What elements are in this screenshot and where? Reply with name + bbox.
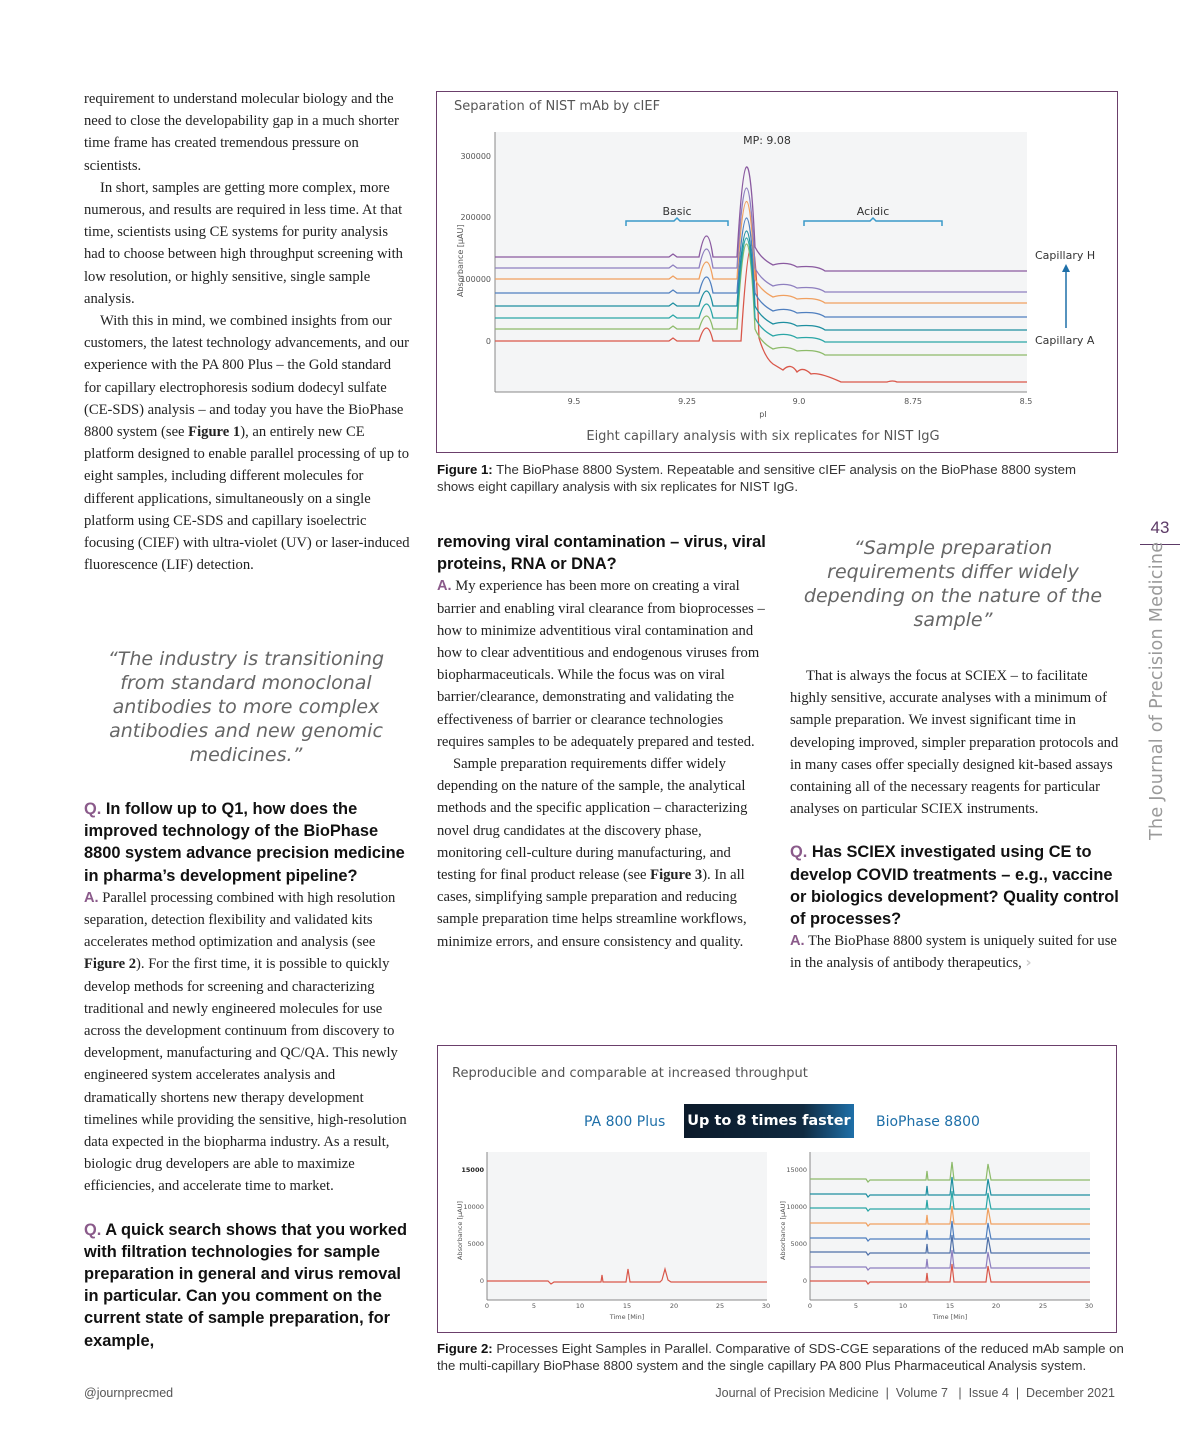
- paragraph: That is always the focus at SCIEX – to facilitate highly sensitive, accurate analyses with a minimum of sample preparation. We invest significant time in developing improved, simpler preparation protocols and in many cases offer specially designed kit-based assays containing all of the necessary reagents for particular analyses on particular SCIEX instruments.: [790, 668, 1119, 818]
- right-column: [790, 665, 1120, 975]
- footer-citation: Journal of Precision Medicine | Volume 7 | Issue 4 | December 2021: [715, 1386, 1115, 1400]
- cief-chart: [437, 92, 1117, 452]
- acidic-label: Acidic: [856, 205, 890, 218]
- chart-title: Reproducible and comparable at increased throughput: [452, 1066, 808, 1081]
- y-tick: 200000: [460, 213, 491, 222]
- continue-arrow-icon[interactable]: ›: [1025, 954, 1032, 972]
- biophase-label: BioPhase 8800: [876, 1114, 980, 1130]
- svg-text:5: 5: [531, 1302, 537, 1310]
- svg-text:15: 15: [945, 1302, 955, 1310]
- capillary-a-label: Capillary A: [1035, 334, 1095, 347]
- paragraph: With this in mind, we combined insights from our customers, the latest technology advancements, and our experience with the PA 800 Plus – the Gold standard for capillary electrophoresis sodium dodecyl sulfate (CE-SDS) analysis – and today you have the BioPhase 8800 system (see Figure 1), an entirely new CE platform designed to enable parallel processing of up to eight samples, including different molecules for different applications, simultaneously on a single platform using CE-SDS and capillary isoelectric focusing (CIEF) with ultra-violet (UV) or laser-induced fluorescence (LIF) detection.: [84, 313, 410, 574]
- pa800-label: PA 800 Plus: [584, 1114, 666, 1130]
- figure-ref[interactable]: Figure 2: [84, 956, 137, 973]
- left-column: [84, 88, 410, 576]
- paragraph: requirement to understand molecular biology and the need to close the developability gap in a much shorter time frame has created tremendous pressure on scientists.: [84, 91, 399, 174]
- x-tick: 9.5: [567, 397, 581, 406]
- x-tick: 8.75: [904, 397, 922, 406]
- svg-text:10: 10: [575, 1302, 585, 1310]
- journal-vertical-title: The Journal of Precision Medicine: [1147, 541, 1167, 840]
- answer-paragraph: A. The BioPhase 8800 system is uniquely suited for use in the analysis of antibody therapeutics, ›: [790, 933, 1117, 972]
- svg-text:0: 0: [484, 1302, 490, 1310]
- sds-cge-charts: [438, 1046, 1116, 1332]
- svg-text:5: 5: [853, 1302, 859, 1310]
- svg-text:15: 15: [622, 1302, 632, 1310]
- svg-text:10000: 10000: [463, 1203, 484, 1211]
- svg-text:10: 10: [898, 1302, 908, 1310]
- svg-text:Absorbance [µAU]: Absorbance [µAU]: [456, 1201, 464, 1260]
- y-tick: 100000: [460, 275, 491, 284]
- figure-2-caption: Figure 2: Processes Eight Samples in Parallel. Comparative of SDS-CGE separations of the reduced mAb sample on the multi-capillary BioPhase 8800 system and the single capillary PA 800 Plus Pharmaceutical Analysis system.: [437, 1341, 1124, 1373]
- figure-ref[interactable]: Figure 1: [188, 424, 241, 441]
- svg-text:15000: 15000: [786, 1166, 807, 1174]
- x-tick: 8.5: [1019, 397, 1033, 406]
- svg-text:0: 0: [802, 1277, 807, 1285]
- left-column-qa: [84, 798, 410, 1352]
- figure-1-caption: Figure 1: The BioPhase 8800 System. Repeatable and sensitive cIEF analysis on the BioPhase 8800 system shows eight capillary analysis with six replicates for NIST IgG.: [437, 462, 1076, 494]
- question-heading: Q. Has SCIEX investigated using CE to develop COVID treatments – e.g., vaccine or biologics development? Quality control of processes?: [790, 843, 1119, 929]
- capillary-h-label: Capillary H: [1035, 249, 1096, 262]
- pull-quote: “The industry is transitioning from standard monoclonal antibodies to more complex antibodies and new genomic medicines.”: [107, 648, 385, 766]
- svg-text:10000: 10000: [786, 1203, 807, 1211]
- figure-ref[interactable]: Figure 3: [650, 867, 703, 884]
- answer-paragraph: A. My experience has been more on creating a viral barrier and enabling viral clearance from bioprocesses – how to minimize adventitious viral contamination and how to clear adventitious and endogenous viruses from biopharmaceuticals. While the focus was on viral barrier/clearance, demonstrating and validating the effectiveness of barrier or clearance technologies requires samples to be adequately prepared and tested.: [437, 578, 765, 750]
- svg-text:0: 0: [479, 1277, 484, 1285]
- question-heading: Q. In follow up to Q1, how does the improved technology of the BioPhase 8800 system advance precision medicine in pharma’s development pipeline?: [84, 800, 405, 885]
- svg-text:15000: 15000: [461, 1166, 484, 1174]
- paragraph: Sample preparation requirements differ widely depending on the nature of the sample, the analytical methods and the specific application – characterizing novel drug candidates at the discovery phase, monitoring cell-culture during manufacturing, and testing for final product release (see Figure 3). In all cases, simplifying sample preparation and reducing sample preparation time helps streamline workflows, minimize errors, and ensure consistency and quality.: [437, 756, 748, 950]
- svg-text:20: 20: [991, 1302, 1001, 1310]
- x-axis-label: Time [Min]: [932, 1313, 968, 1321]
- x-tick: 9.25: [678, 397, 696, 406]
- middle-column: [437, 531, 767, 953]
- y-axis-label: Absorbance [µAU]: [456, 224, 465, 297]
- paragraph: In short, samples are getting more complex, more numerous, and results are required in less time. At that time, scientists using CE systems for purity analysis had to choose between high throughput screening with low resolution, or highly sensitive, single sample analysis.: [84, 179, 403, 307]
- chart-title: Separation of NIST mAb by cIEF: [454, 99, 661, 114]
- y-tick: 0: [485, 337, 491, 346]
- svg-text:30: 30: [1084, 1302, 1094, 1310]
- svg-text:20: 20: [669, 1302, 679, 1310]
- figure-1: [436, 91, 1118, 453]
- y-tick: 300000: [460, 152, 491, 161]
- footer-handle[interactable]: @journprecmed: [84, 1386, 174, 1400]
- chart-subtitle: Eight capillary analysis with six replicates for NIST IgG: [586, 429, 940, 444]
- figure-2: [437, 1045, 1117, 1333]
- svg-text:25: 25: [715, 1302, 725, 1310]
- x-axis-label: pI: [759, 410, 767, 419]
- pull-quote: “Sample preparation requirements differ widely depending on the nature of the sample”: [803, 537, 1103, 631]
- svg-text:0: 0: [807, 1302, 813, 1310]
- x-axis-label: Time [Min]: [609, 1313, 645, 1321]
- svg-text:Absorbance [µAU]: Absorbance [µAU]: [779, 1201, 787, 1260]
- svg-text:5000: 5000: [467, 1240, 484, 1248]
- peak-label: MP: 9.08: [743, 134, 791, 147]
- question-heading: Q. A quick search shows that you worked with filtration technologies for sample preparation in general and virus removal in particular. Can you comment on the current state of sample preparation, for example,: [84, 1220, 408, 1350]
- question-heading-continued: removing viral contamination – virus, viral proteins, RNA or DNA?: [437, 533, 766, 574]
- answer-paragraph: A. Parallel processing combined with high resolution separation, detection flexibility and validated kits accelerates method optimization and analysis (see Figure 2). For the first time, it is possible to quickly develop methods for screening and characterizing traditional and newly engineered molecules for use across the development continuum from discovery to development, manufacturing and QC/QA. This newly engineered system accelerates analysis and dramatically shortens new therapy development timelines while providing the sensitive, high-resolution data expected in the biopharma industry. As a result, biologic drug developers are able to maximize efficiencies, and accelerate time to market.: [84, 889, 407, 1195]
- svg-text:25: 25: [1038, 1302, 1048, 1310]
- svg-text:30: 30: [761, 1302, 771, 1310]
- speed-banner: Up to 8 times faster: [684, 1104, 854, 1138]
- x-tick: 9.0: [792, 397, 806, 406]
- svg-text:5000: 5000: [790, 1240, 807, 1248]
- basic-label: Basic: [662, 205, 692, 218]
- page-number: 43: [1150, 518, 1170, 537]
